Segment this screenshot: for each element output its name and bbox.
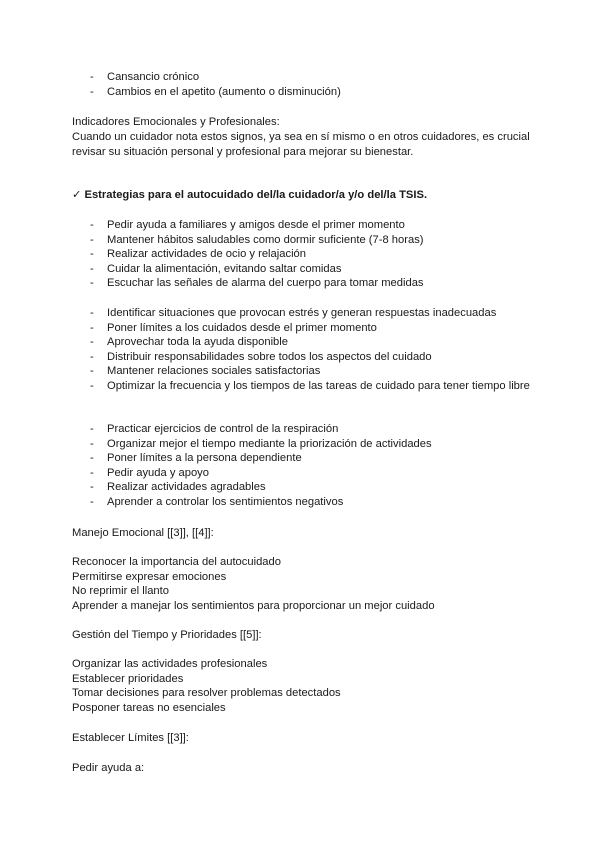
check-icon: ✓ <box>72 189 82 201</box>
text-line: Tomar decisiones para resolver problemas detectados <box>72 687 341 700</box>
ask-help-text: Pedir ayuda a: <box>72 762 145 774</box>
list-item: - Cuidar la alimentación, evitando saltar comidas <box>72 262 540 277</box>
list-item: - Aprovechar toda la ayuda disponible <box>72 335 540 350</box>
emotional-indicators-text: Cuando un cuidador nota estos signos, ya sea en sí mismo o en otros cuidadores, es crucial revisar su situación personal y profesional para mejorar su bienestar. <box>72 131 530 158</box>
emotional-management-title: Manejo Emocional [[3]], [[4]]: <box>72 527 214 539</box>
emotional-indicators-title: Indicadores Emocionales y Profesionales: <box>72 116 280 128</box>
strategies-title: Estrategias para el autocuidado del/la cuidador/a y/o del/la TSIS. <box>84 189 428 201</box>
strategies-list-2 <box>72 306 540 394</box>
emotional-management-lines <box>72 555 540 613</box>
text-line: Reconocer la importancia del autocuidado <box>72 556 281 568</box>
list-item: - Mantener hábitos saludables como dormir suficiente (7-8 horas) <box>72 233 540 248</box>
list-item: - Escuchar las señales de alarma del cuerpo para tomar medidas <box>72 276 540 291</box>
text-line: Establecer prioridades <box>72 672 184 685</box>
strategies-list-1 <box>72 218 540 291</box>
list-item: - Cambios en el apetito (aumento o disminución) <box>72 85 540 100</box>
text-line: Organizar las actividades profesionales <box>72 658 268 670</box>
list-item: - Distribuir responsabilidades sobre todos los aspectos del cuidado <box>72 350 540 365</box>
text-line: No reprimir el llanto <box>72 585 169 598</box>
text-line: Aprender a manejar los sentimientos para proporcionar un mejor cuidado <box>72 599 435 612</box>
list-item: - Optimizar la frecuencia y los tiempos de las tareas de cuidado para tener tiempo libre <box>72 379 540 394</box>
time-management-title: Gestión del Tiempo y Prioridades [[5]]: <box>72 629 262 641</box>
limits-title: Establecer Límites [[3]]: <box>72 732 189 744</box>
time-management-lines <box>72 657 540 715</box>
list-item: - Practicar ejercicios de control de la respiración <box>72 422 540 437</box>
text-line: Permitirse expresar emociones <box>72 570 227 583</box>
text-line: Posponer tareas no esenciales <box>72 701 226 714</box>
list-item: - Realizar actividades de ocio y relajación <box>72 247 540 262</box>
list-item: - Realizar actividades agradables <box>72 480 540 495</box>
intro-list <box>72 70 540 99</box>
list-item: - Organizar mejor el tiempo mediante la priorización de actividades <box>72 437 540 452</box>
list-item: - Cansancio crónico <box>72 70 540 85</box>
strategies-list-3 <box>72 422 540 510</box>
list-item: - Aprender a controlar los sentimientos negativos <box>72 495 540 510</box>
strategies-heading <box>72 188 540 203</box>
list-item: - Pedir ayuda y apoyo <box>72 466 540 481</box>
list-item: - Mantener relaciones sociales satisfactorias <box>72 364 540 379</box>
list-item: - Poner límites a los cuidados desde el primer momento <box>72 321 540 336</box>
list-item: - Pedir ayuda a familiares y amigos desde el primer momento <box>72 218 540 233</box>
list-item: - Identificar situaciones que provocan estrés y generan respuestas inadecuadas <box>72 306 540 321</box>
list-item: - Poner límites a la persona dependiente <box>72 451 540 466</box>
